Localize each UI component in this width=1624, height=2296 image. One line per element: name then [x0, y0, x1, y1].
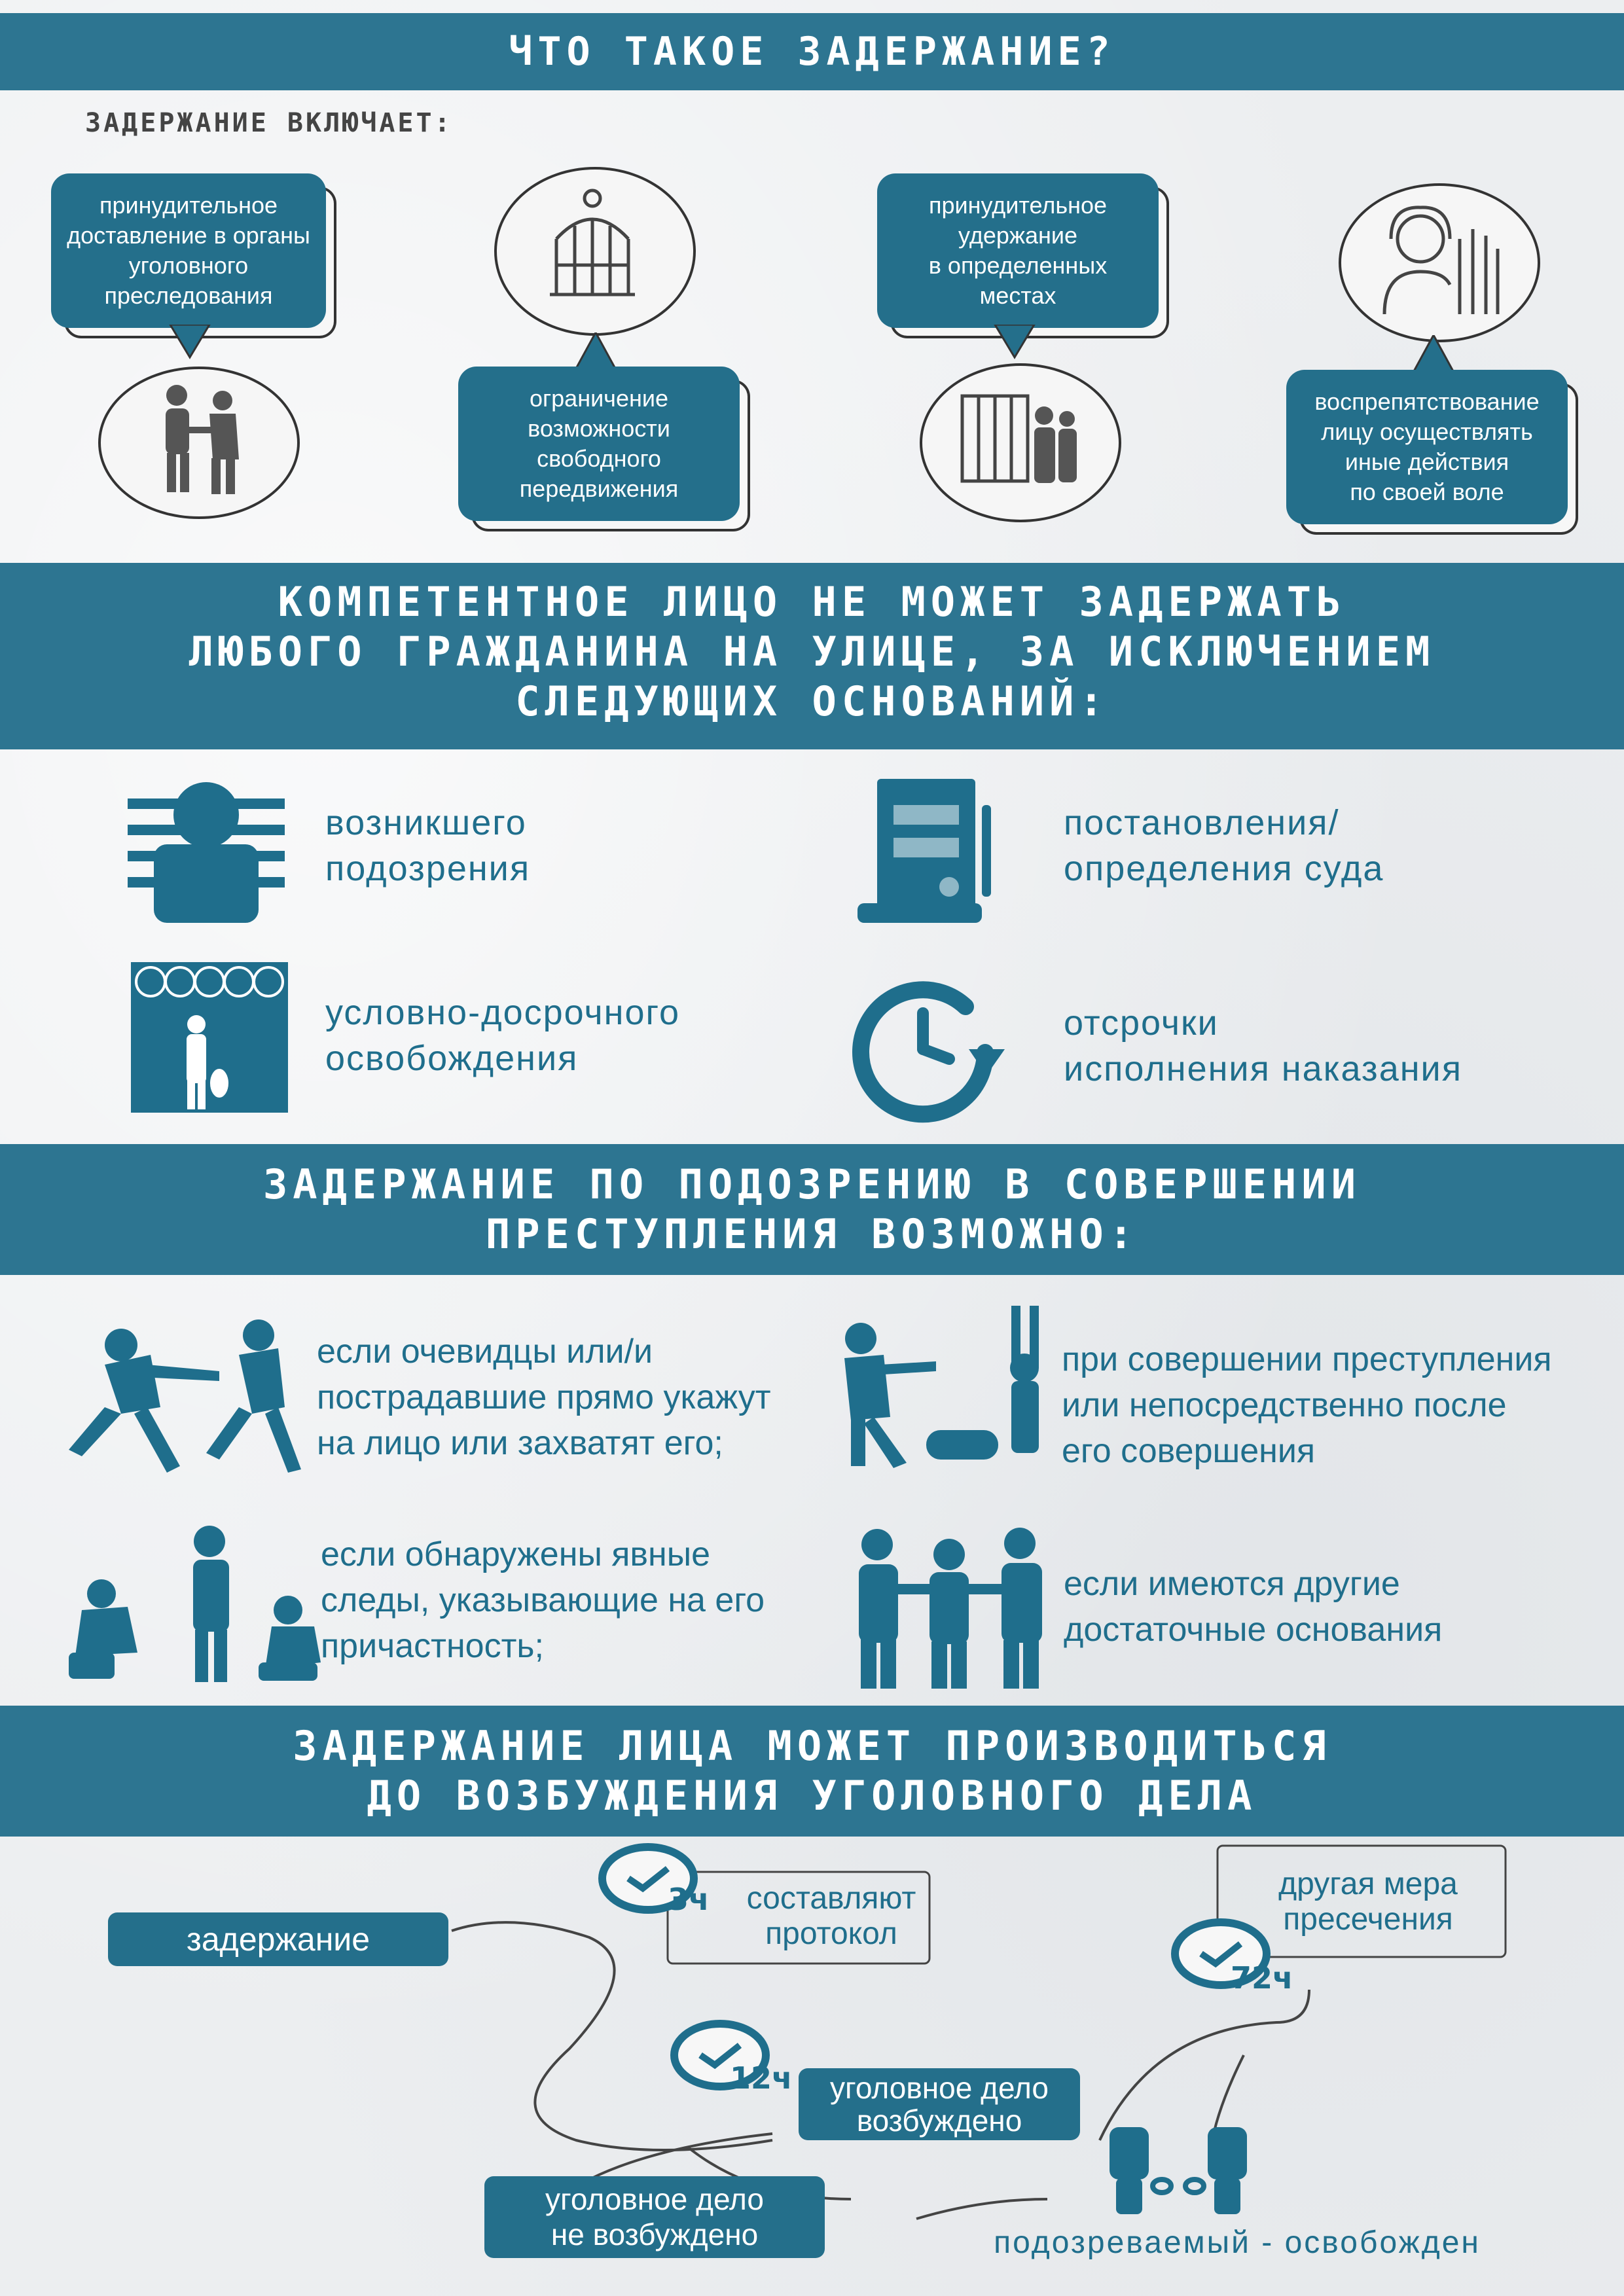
- suspect-lineup-icon: [128, 779, 285, 923]
- broken-handcuffs-icon: [1100, 2121, 1257, 2219]
- court-document-icon: [851, 772, 1001, 929]
- flow-line: не возбуждено: [550, 2217, 759, 2251]
- start-label: задержание: [186, 1921, 370, 1958]
- section3-title-line: ЗАДЕРЖАНИЕ ПО ПОДОЗРЕНИЮ В СОВЕРШЕНИИ: [262, 1160, 1362, 1208]
- bubble-tail-icon: [164, 325, 216, 364]
- hours-72: 72ч: [1231, 1960, 1293, 1996]
- clock-icon: [844, 967, 1015, 1138]
- cage-icon: [543, 187, 641, 311]
- reason-line: возникшего: [325, 803, 527, 842]
- section2-title-line: СЛЕДУЮЩИХ ОСНОВАНИЙ:: [515, 677, 1109, 725]
- item-line: по своей воле: [1350, 478, 1504, 505]
- flow-line: другая мера: [1278, 1867, 1458, 1901]
- item-bubble-3: [877, 173, 1159, 328]
- reason-line: отсрочки: [1064, 1003, 1219, 1043]
- item-line: ограничение: [530, 385, 668, 412]
- condition-line: если очевидцы или/и: [317, 1333, 653, 1371]
- condition-line: его совершения: [1062, 1432, 1316, 1470]
- item-bubble-1: [51, 173, 326, 328]
- section4-header: [0, 1706, 1624, 1837]
- section2-header: [0, 563, 1624, 749]
- section2-title-line: ЛЮБОГО ГРАЖДАНИНА НА УЛИЦЕ, ЗА ИСКЛЮЧЕНИЕМ: [189, 628, 1435, 675]
- reason-1: [325, 800, 530, 891]
- crime-scene-icon: [62, 1522, 324, 1682]
- section1-title: ЧТО ТАКОЕ ЗАДЕРЖАНИЕ?: [509, 29, 1115, 75]
- arrest-escort-icon: [147, 381, 252, 499]
- item-line: иные действия: [1344, 448, 1509, 475]
- condition-line: следы, указывающие на его: [321, 1581, 765, 1619]
- case-not-opened-pill: [484, 2176, 825, 2258]
- prison-release-icon: [131, 962, 288, 1113]
- flow-line: уголовное дело: [830, 2071, 1049, 2105]
- hours-12: 12ч: [730, 2060, 793, 2096]
- section4-title-line: ЗАДЕРЖАНИЕ ЛИЦА МОЖЕТ ПРОИЗВОДИТЬСЯ: [293, 1722, 1331, 1770]
- item-line: принудительное: [99, 192, 278, 219]
- reason-line: условно-досрочного: [325, 993, 681, 1032]
- condition-line: или непосредственно после: [1062, 1386, 1507, 1424]
- condition-4: [1064, 1561, 1442, 1653]
- chase-icon: [43, 1316, 304, 1476]
- item-line: свободного: [537, 445, 661, 472]
- item-line: передвижения: [519, 475, 679, 502]
- reason-4: [1064, 1000, 1462, 1092]
- item-line: уголовного: [128, 252, 249, 279]
- start-pill: [108, 1912, 448, 1966]
- condition-3: [321, 1532, 765, 1669]
- stop-hand-icon: [1378, 200, 1502, 317]
- flow-line: протокол: [765, 1916, 897, 1951]
- condition-line: если обнаружены явные: [321, 1535, 711, 1573]
- reason-line: подозрения: [325, 849, 531, 888]
- section1-header: [0, 13, 1624, 90]
- condition-line: при совершении преступления: [1062, 1340, 1552, 1378]
- flow-line: пресечения: [1283, 1902, 1453, 1937]
- condition-1: [317, 1329, 771, 1466]
- item-line: принудительное: [928, 192, 1108, 219]
- reason-line: определения суда: [1064, 849, 1384, 888]
- item-line: удержание: [958, 222, 1077, 249]
- bubble-tail-icon: [1407, 335, 1460, 374]
- item-line: доставление в органы: [67, 222, 310, 249]
- section4-title-line: ДО ВОЗБУЖДЕНИЯ УГОЛОВНОГО ДЕЛА: [367, 1772, 1257, 1820]
- condition-line: если имеются другие: [1064, 1565, 1400, 1603]
- condition-line: на лицо или захватят его;: [317, 1424, 723, 1462]
- condition-line: причастность;: [321, 1627, 544, 1665]
- section1-subtitle: ЗАДЕРЖАНИЕ ВКЛЮЧАЕТ:: [85, 108, 453, 138]
- bubble-tail-icon: [988, 325, 1041, 364]
- reason-line: освобождения: [325, 1039, 579, 1078]
- item-bubble-2: [458, 367, 740, 521]
- flow-line: составляют: [746, 1881, 916, 1916]
- case-opened-pill: [799, 2068, 1080, 2140]
- flow-line: уголовное дело: [545, 2182, 764, 2216]
- prison-cell-icon: [959, 389, 1077, 488]
- hours-3: 3ч: [668, 1882, 710, 1917]
- reason-line: постановления/: [1064, 803, 1340, 842]
- condition-line: пострадавшие прямо укажут: [317, 1378, 771, 1416]
- reason-2: [1064, 800, 1384, 891]
- flow-line: возбуждено: [856, 2104, 1022, 2138]
- section2-title-line: КОМПЕТЕНТНОЕ ЛИЦО НЕ МОЖЕТ ЗАДЕРЖАТЬ: [278, 578, 1346, 626]
- item-line: воспрепятствование: [1314, 388, 1540, 415]
- item-line: в определенных: [928, 252, 1108, 279]
- section3-title-line: ПРЕСТУПЛЕНИЯ ВОЗМОЖНО:: [485, 1210, 1139, 1258]
- condition-line: достаточные основания: [1064, 1611, 1443, 1649]
- item-line: преследования: [104, 282, 273, 309]
- reason-line: исполнения наказания: [1064, 1049, 1462, 1088]
- step-3h-label: [720, 1881, 943, 1952]
- bubble-tail-icon: [569, 332, 622, 372]
- section3-header: [0, 1144, 1624, 1275]
- item-line: лицу осуществлять: [1321, 418, 1533, 445]
- item-line: местах: [979, 282, 1056, 309]
- released-label: подозреваемый - освобожден: [994, 2225, 1481, 2260]
- reason-3: [325, 990, 680, 1081]
- item-bubble-4: [1286, 370, 1568, 524]
- item-line: возможности: [528, 415, 670, 442]
- escort-arrest-icon: [844, 1525, 1054, 1692]
- gunpoint-icon: [828, 1306, 1044, 1469]
- condition-2: [1062, 1336, 1552, 1474]
